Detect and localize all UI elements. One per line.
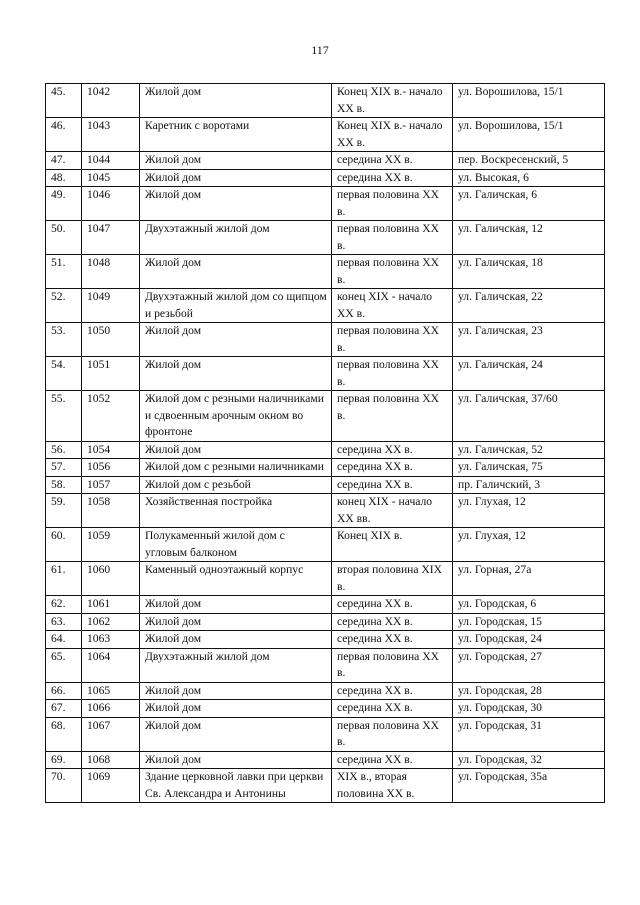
cell-address: пер. Воскресенский, 5: [453, 152, 605, 170]
cell-number: 57.: [46, 459, 82, 477]
cell-dating: конец XIX - начало XX в.: [332, 289, 453, 323]
cell-registry-id: 1052: [82, 391, 140, 442]
cell-number: 69.: [46, 751, 82, 769]
cell-registry-id: 1048: [82, 255, 140, 289]
cell-address: ул. Галичская, 22: [453, 289, 605, 323]
cell-registry-id: 1042: [82, 84, 140, 118]
table-row: [46, 769, 605, 803]
cell-address: ул. Галичская, 75: [453, 459, 605, 477]
cell-dating: XIX в., вторая половина XX в.: [332, 769, 453, 803]
cell-object-name: Здание церковной лавки при церкви Св. Александра и Антонины: [140, 769, 332, 803]
cell-registry-id: 1062: [82, 613, 140, 631]
cell-object-name: Жилой дом: [140, 84, 332, 118]
cell-dating: первая половина XX в.: [332, 648, 453, 682]
cell-address: ул. Галичская, 6: [453, 187, 605, 221]
cell-dating: первая половина XX в.: [332, 255, 453, 289]
cell-dating: середина XX в.: [332, 751, 453, 769]
cell-registry-id: 1050: [82, 323, 140, 357]
cell-dating: конец XIX - начало XX вв.: [332, 494, 453, 528]
cell-address: ул. Городская, 31: [453, 717, 605, 751]
cell-number: 61.: [46, 562, 82, 596]
cell-dating: вторая половина XIX в.: [332, 562, 453, 596]
cell-object-name: Хозяйственная постройка: [140, 494, 332, 528]
page-number: 117: [311, 43, 329, 57]
cell-object-name: Жилой дом: [140, 323, 332, 357]
table-row: [46, 357, 605, 391]
cell-registry-id: 1067: [82, 717, 140, 751]
cell-number: 66.: [46, 682, 82, 700]
cell-dating: первая половина XX в.: [332, 187, 453, 221]
cell-registry-id: 1056: [82, 459, 140, 477]
cell-address: ул. Городская, 15: [453, 613, 605, 631]
table-row: [46, 84, 605, 118]
cell-number: 67.: [46, 700, 82, 718]
cell-address: ул. Городская, 32: [453, 751, 605, 769]
cell-registry-id: 1063: [82, 631, 140, 649]
cell-object-name: Полукаменный жилой дом с угловым балконом: [140, 528, 332, 562]
table-row: [46, 441, 605, 459]
cell-number: 70.: [46, 769, 82, 803]
cell-number: 60.: [46, 528, 82, 562]
cell-object-name: Жилой дом с резными наличниками и сдвоенным арочным окном во фронтоне: [140, 391, 332, 442]
cell-number: 63.: [46, 613, 82, 631]
cell-registry-id: 1051: [82, 357, 140, 391]
registry-body: [46, 84, 605, 803]
cell-object-name: Жилой дом: [140, 596, 332, 614]
cell-address: ул. Галичская, 12: [453, 221, 605, 255]
cell-dating: середина XX в.: [332, 631, 453, 649]
cell-address: ул. Высокая, 6: [453, 169, 605, 187]
table-row: [46, 631, 605, 649]
cell-number: 59.: [46, 494, 82, 528]
table-row: [46, 323, 605, 357]
cell-object-name: Двухэтажный жилой дом: [140, 648, 332, 682]
cell-number: 53.: [46, 323, 82, 357]
cell-object-name: Жилой дом с резьбой: [140, 476, 332, 494]
cell-object-name: Двухэтажный жилой дом: [140, 221, 332, 255]
cell-object-name: Жилой дом с резными наличниками: [140, 459, 332, 477]
cell-dating: Конец XIX в.- начало XX в.: [332, 118, 453, 152]
cell-registry-id: 1046: [82, 187, 140, 221]
cell-dating: середина XX в.: [332, 700, 453, 718]
cell-dating: середина XX в.: [332, 682, 453, 700]
cell-dating: первая половина XX в.: [332, 221, 453, 255]
table-row: [46, 221, 605, 255]
table-row: [46, 613, 605, 631]
cell-object-name: Жилой дом: [140, 717, 332, 751]
cell-dating: середина XX в.: [332, 152, 453, 170]
cell-object-name: Двухэтажный жилой дом со щипцом и резьбой: [140, 289, 332, 323]
cell-object-name: Жилой дом: [140, 631, 332, 649]
cell-registry-id: 1068: [82, 751, 140, 769]
heritage-registry-table: [45, 83, 605, 803]
cell-number: 45.: [46, 84, 82, 118]
cell-object-name: Каретник с воротами: [140, 118, 332, 152]
cell-registry-id: 1066: [82, 700, 140, 718]
cell-number: 68.: [46, 717, 82, 751]
table-row: [46, 255, 605, 289]
cell-dating: Конец XIX в.: [332, 528, 453, 562]
cell-registry-id: 1047: [82, 221, 140, 255]
cell-registry-id: 1060: [82, 562, 140, 596]
cell-registry-id: 1065: [82, 682, 140, 700]
cell-number: 52.: [46, 289, 82, 323]
cell-registry-id: 1054: [82, 441, 140, 459]
cell-dating: Конец XIX в.- начало XX в.: [332, 84, 453, 118]
cell-registry-id: 1045: [82, 169, 140, 187]
cell-number: 46.: [46, 118, 82, 152]
cell-object-name: Жилой дом: [140, 187, 332, 221]
cell-address: ул. Городская, 24: [453, 631, 605, 649]
cell-dating: середина XX в.: [332, 169, 453, 187]
cell-address: пр. Галичский, 3: [453, 476, 605, 494]
cell-address: ул. Горная, 27а: [453, 562, 605, 596]
cell-address: ул. Глухая, 12: [453, 528, 605, 562]
cell-registry-id: 1044: [82, 152, 140, 170]
table-row: [46, 391, 605, 442]
cell-address: ул. Глухая, 12: [453, 494, 605, 528]
cell-number: 55.: [46, 391, 82, 442]
cell-registry-id: 1049: [82, 289, 140, 323]
cell-number: 64.: [46, 631, 82, 649]
cell-object-name: Жилой дом: [140, 255, 332, 289]
table-row: [46, 596, 605, 614]
cell-dating: середина XX в.: [332, 613, 453, 631]
cell-registry-id: 1059: [82, 528, 140, 562]
cell-registry-id: 1058: [82, 494, 140, 528]
cell-dating: середина XX в.: [332, 596, 453, 614]
cell-address: ул. Городская, 27: [453, 648, 605, 682]
table-row: [46, 152, 605, 170]
cell-object-name: Жилой дом: [140, 700, 332, 718]
table-row: [46, 562, 605, 596]
cell-address: ул. Галичская, 24: [453, 357, 605, 391]
cell-address: ул. Ворошилова, 15/1: [453, 118, 605, 152]
cell-dating: середина XX в.: [332, 476, 453, 494]
table-row: [46, 187, 605, 221]
cell-object-name: Каменный одноэтажный корпус: [140, 562, 332, 596]
table-row: [46, 717, 605, 751]
cell-address: ул. Городская, 30: [453, 700, 605, 718]
cell-registry-id: 1069: [82, 769, 140, 803]
cell-number: 58.: [46, 476, 82, 494]
cell-address: ул. Ворошилова, 15/1: [453, 84, 605, 118]
cell-address: ул. Городская, 6: [453, 596, 605, 614]
cell-object-name: Жилой дом: [140, 441, 332, 459]
cell-object-name: Жилой дом: [140, 152, 332, 170]
cell-dating: первая половина XX в.: [332, 391, 453, 442]
cell-number: 51.: [46, 255, 82, 289]
cell-number: 50.: [46, 221, 82, 255]
cell-object-name: Жилой дом: [140, 682, 332, 700]
cell-object-name: Жилой дом: [140, 169, 332, 187]
cell-number: 65.: [46, 648, 82, 682]
cell-address: ул. Галичская, 52: [453, 441, 605, 459]
table-row: [46, 528, 605, 562]
table-row: [46, 476, 605, 494]
table-row: [46, 682, 605, 700]
cell-dating: первая половина XX в.: [332, 357, 453, 391]
cell-object-name: Жилой дом: [140, 751, 332, 769]
table-row: [46, 289, 605, 323]
cell-number: 54.: [46, 357, 82, 391]
cell-object-name: Жилой дом: [140, 357, 332, 391]
cell-number: 56.: [46, 441, 82, 459]
table-row: [46, 700, 605, 718]
cell-address: ул. Галичская, 37/60: [453, 391, 605, 442]
cell-object-name: Жилой дом: [140, 613, 332, 631]
table-row: [46, 494, 605, 528]
cell-registry-id: 1064: [82, 648, 140, 682]
table-row: [46, 459, 605, 477]
cell-dating: середина XX в.: [332, 441, 453, 459]
cell-address: ул. Городская, 28: [453, 682, 605, 700]
cell-number: 47.: [46, 152, 82, 170]
cell-dating: первая половина XX в.: [332, 717, 453, 751]
cell-number: 62.: [46, 596, 82, 614]
cell-number: 48.: [46, 169, 82, 187]
cell-address: ул. Городская, 35а: [453, 769, 605, 803]
cell-address: ул. Галичская, 23: [453, 323, 605, 357]
cell-address: ул. Галичская, 18: [453, 255, 605, 289]
cell-dating: середина XX в.: [332, 459, 453, 477]
cell-registry-id: 1061: [82, 596, 140, 614]
table-row: [46, 169, 605, 187]
cell-dating: первая половина XX в.: [332, 323, 453, 357]
cell-registry-id: 1057: [82, 476, 140, 494]
cell-number: 49.: [46, 187, 82, 221]
table-row: [46, 751, 605, 769]
table-row: [46, 118, 605, 152]
table-row: [46, 648, 605, 682]
cell-registry-id: 1043: [82, 118, 140, 152]
